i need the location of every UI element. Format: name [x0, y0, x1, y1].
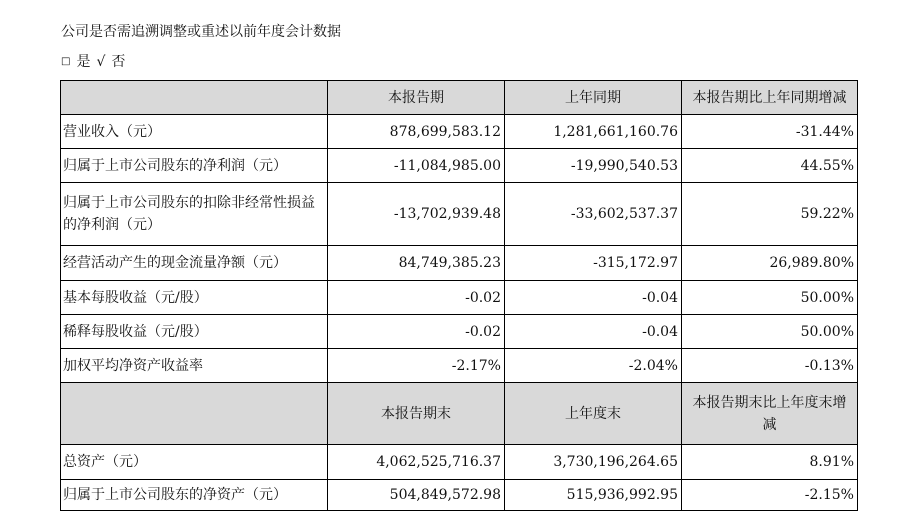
- option-yes-label: 是: [76, 54, 91, 70]
- table-row: [61, 149, 858, 183]
- table-header-row: [61, 383, 858, 445]
- change-value: 50.00%: [682, 281, 858, 315]
- prior-value: -19,990,540.53: [505, 149, 682, 183]
- prior-value: -315,172.97: [505, 246, 682, 281]
- change-value: 59.22%: [682, 183, 858, 246]
- current-value: 4,062,525,716.37: [328, 445, 505, 480]
- prior-value: 3,730,196,264.65: [505, 445, 682, 480]
- header-cell-period-change: 本报告期比上年同期增减: [682, 81, 858, 115]
- row-label: 营业收入（元）: [61, 115, 328, 149]
- table-row: [61, 445, 858, 480]
- current-value: -11,084,985.00: [328, 149, 505, 183]
- table-row: [61, 183, 858, 246]
- table-row: [61, 480, 858, 511]
- prior-value: -0.04: [505, 281, 682, 315]
- table-row: [61, 281, 858, 315]
- change-value: 8.91%: [682, 445, 858, 480]
- current-value: 504,849,572.98: [328, 480, 505, 511]
- financial-data-table: [60, 80, 858, 511]
- header-cell-current-period: 本报告期: [328, 81, 505, 115]
- change-value: 26,989.80%: [682, 246, 858, 281]
- change-value: 50.00%: [682, 315, 858, 349]
- prior-value: 515,936,992.95: [505, 480, 682, 511]
- change-value: -0.13%: [682, 349, 858, 383]
- table-row: [61, 315, 858, 349]
- current-value: -0.02: [328, 281, 505, 315]
- header-cell-period-end: 本报告期末: [328, 383, 505, 445]
- change-value: 44.55%: [682, 149, 858, 183]
- header-cell-prior-year-end: 上年度末: [505, 383, 682, 445]
- current-value: -2.17%: [328, 349, 505, 383]
- table-row: [61, 115, 858, 149]
- row-label: 稀释每股收益（元/股）: [61, 315, 328, 349]
- option-no-label: 否: [111, 54, 126, 70]
- prior-value: -33,602,537.37: [505, 183, 682, 246]
- row-label: 加权平均净资产收益率: [61, 349, 328, 383]
- header-cell-blank: [61, 383, 328, 445]
- checkmark-icon: √: [96, 54, 106, 70]
- restatement-options: [61, 52, 125, 72]
- current-value: -0.02: [328, 315, 505, 349]
- table-row: [61, 246, 858, 281]
- current-value: 878,699,583.12: [328, 115, 505, 149]
- header-cell-blank: [61, 81, 328, 115]
- unchecked-box-icon: □: [61, 56, 71, 67]
- change-value: -31.44%: [682, 115, 858, 149]
- row-label: 归属于上市公司股东的净利润（元）: [61, 149, 328, 183]
- row-label: 基本每股收益（元/股）: [61, 281, 328, 315]
- current-value: -13,702,939.48: [328, 183, 505, 246]
- table-row: [61, 349, 858, 383]
- prior-value: -2.04%: [505, 349, 682, 383]
- prior-value: 1,281,661,160.76: [505, 115, 682, 149]
- header-cell-prior-period: 上年同期: [505, 81, 682, 115]
- row-label: 归属于上市公司股东的净资产（元）: [61, 480, 328, 511]
- header-cell-year-end-change: 本报告期末比上年度末增减: [682, 383, 858, 445]
- row-label: 总资产（元）: [61, 445, 328, 480]
- change-value: -2.15%: [682, 480, 858, 511]
- table-header-row: [61, 81, 858, 115]
- prior-value: -0.04: [505, 315, 682, 349]
- section-heading: 公司是否需追溯调整或重述以前年度会计数据: [61, 24, 341, 40]
- row-label: 经营活动产生的现金流量净额（元）: [61, 246, 328, 281]
- row-label: 归属于上市公司股东的扣除非经常性损益的净利润（元）: [61, 183, 328, 246]
- current-value: 84,749,385.23: [328, 246, 505, 281]
